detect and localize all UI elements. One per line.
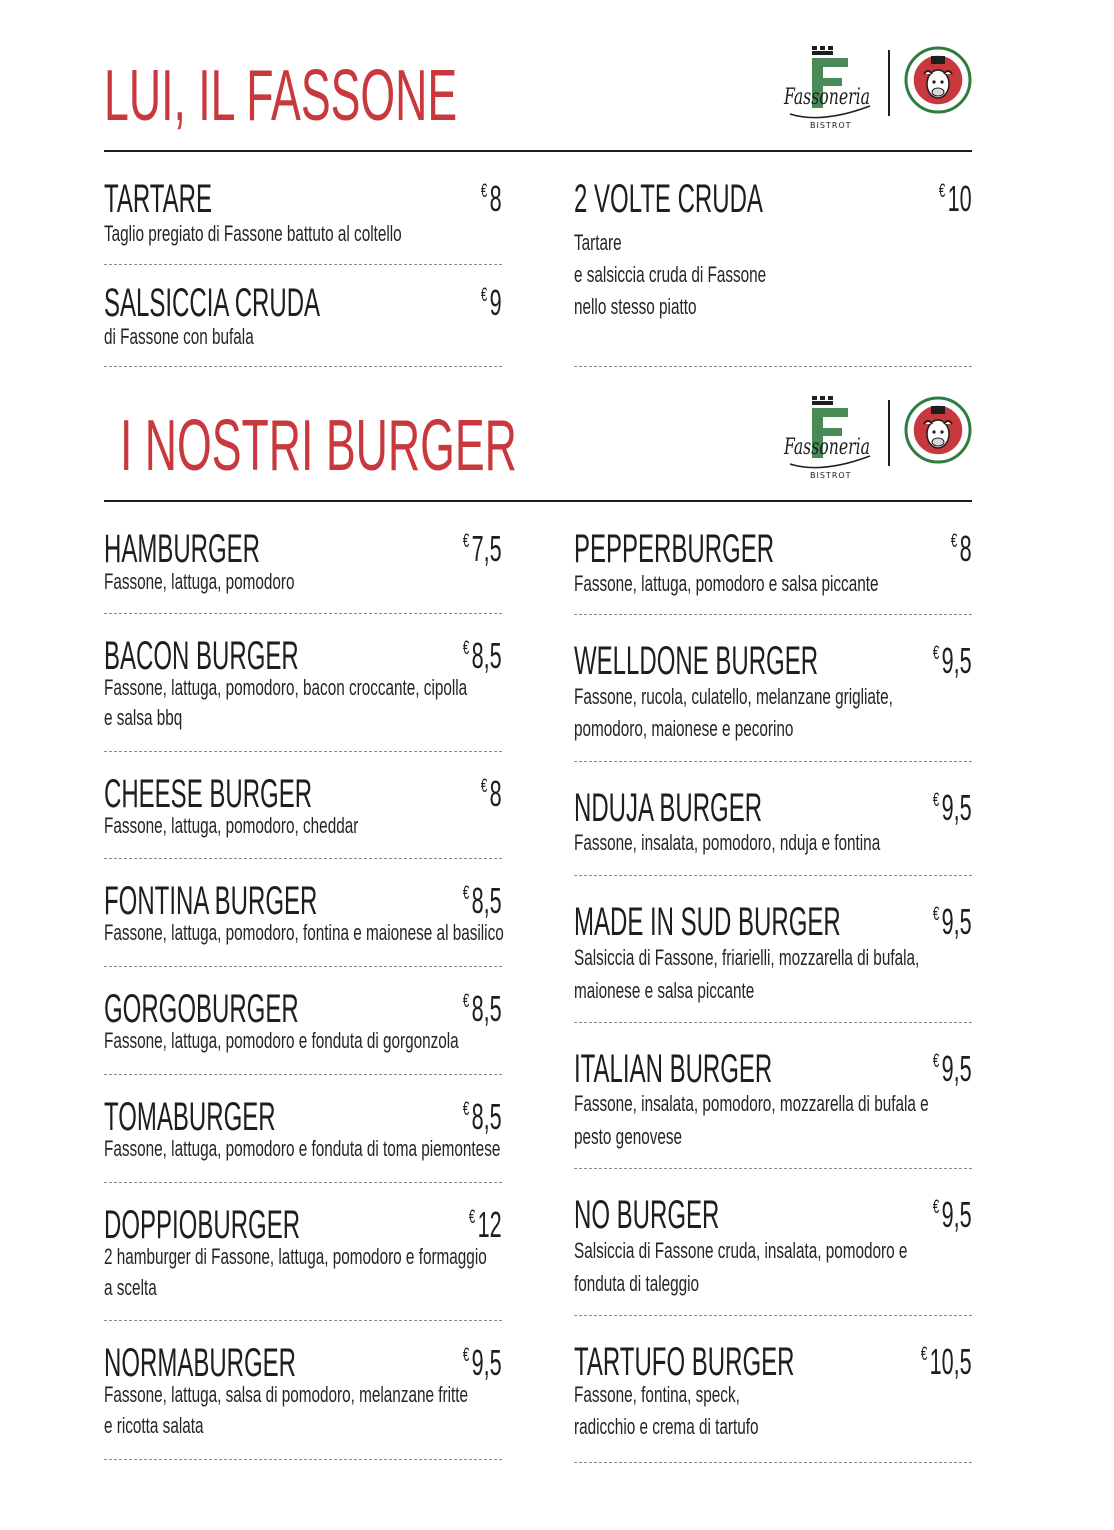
currency-symbol: € xyxy=(463,1099,470,1120)
item-price xyxy=(481,773,502,814)
item-description: Fassone, insalata, pomodoro, mozzarella di bufala e xyxy=(574,1091,929,1116)
item-description: Fassone, lattuga, pomodoro e fonduta di toma piemontese xyxy=(104,1136,501,1161)
item-name: BACON BURGER xyxy=(104,634,299,678)
item-name: CHEESE BURGER xyxy=(104,772,313,816)
section-header-burger xyxy=(104,390,972,502)
item-description: Fassone, lattuga, pomodoro, cheddar xyxy=(104,813,359,838)
item-price xyxy=(463,528,502,569)
fassoneria-logo-icon xyxy=(782,394,878,486)
item-name: WELLDONE BURGER xyxy=(574,639,819,683)
logo-subtext: BISTROT xyxy=(810,471,852,480)
price-value: 9,5 xyxy=(941,787,972,828)
price-value: 8,5 xyxy=(471,1096,502,1137)
item-name: GORGOBURGER xyxy=(104,987,299,1031)
menu-item xyxy=(104,859,502,967)
item-description: Fassone, lattuga, pomodoro xyxy=(104,569,295,594)
item-price xyxy=(463,988,502,1029)
item-description: fonduta di taleggio xyxy=(574,1271,700,1296)
fassoneria-logo-icon xyxy=(782,44,878,136)
currency-symbol: € xyxy=(933,1051,940,1072)
currency-symbol: € xyxy=(933,643,940,664)
menu-item xyxy=(574,175,972,367)
item-price xyxy=(463,635,502,676)
item-description: maionese e salsa piccante xyxy=(574,978,755,1003)
price-value: 9 xyxy=(489,282,502,323)
item-name: ITALIAN BURGER xyxy=(574,1047,773,1091)
menu-item xyxy=(574,1169,972,1316)
item-description: pomodoro, maionese e pecorino xyxy=(574,716,794,741)
item-price xyxy=(463,880,502,921)
currency-symbol: € xyxy=(469,1207,476,1228)
item-description: e salsiccia cruda di Fassone xyxy=(574,262,767,287)
menu-item xyxy=(104,265,502,367)
price-value: 8 xyxy=(489,178,502,219)
menu-item xyxy=(104,175,502,265)
item-price xyxy=(469,1204,502,1245)
currency-symbol: € xyxy=(933,790,940,811)
currency-symbol: € xyxy=(481,285,488,306)
section-title: LUI, IL FASSONE xyxy=(104,56,458,136)
item-description: e ricotta salata xyxy=(104,1413,204,1438)
menu-item xyxy=(104,1075,502,1183)
price-value: 9,5 xyxy=(941,1048,972,1089)
item-description: radicchio e crema di tartufo xyxy=(574,1414,759,1439)
item-price xyxy=(933,640,972,681)
item-description: pesto genovese xyxy=(574,1124,683,1149)
item-description: Fassone, insalata, pomodoro, nduja e fontina xyxy=(574,830,881,855)
menu-item xyxy=(104,967,502,1075)
brand-logos xyxy=(782,394,972,486)
menu-item xyxy=(574,762,972,876)
currency-symbol: € xyxy=(463,638,470,659)
logo-divider xyxy=(888,50,890,116)
item-price xyxy=(463,1342,502,1383)
currency-symbol: € xyxy=(939,181,946,202)
section-title: I NOSTRI BURGER xyxy=(120,406,517,486)
currency-symbol: € xyxy=(463,531,470,552)
item-description: Fassone, lattuga, salsa di pomodoro, melanzane fritte xyxy=(104,1382,469,1407)
item-description: Fassone, lattuga, pomodoro e fonduta di gorgonzola xyxy=(104,1028,459,1053)
item-description: Salsiccia di Fassone, friarielli, mozzarella di bufala, xyxy=(574,945,920,970)
brand-logos xyxy=(782,44,972,136)
menu-item xyxy=(104,614,502,752)
item-description: Fassone, fontina, speck, xyxy=(574,1382,740,1407)
item-name: NORMABURGER xyxy=(104,1341,297,1385)
item-name: DOPPIOBURGER xyxy=(104,1203,301,1247)
item-name: TOMABURGER xyxy=(104,1095,276,1139)
price-value: 10,5 xyxy=(929,1341,972,1382)
item-name: TARTUFO BURGER xyxy=(574,1340,795,1384)
menu-item xyxy=(104,1183,502,1321)
item-name: NO BURGER xyxy=(574,1193,720,1237)
price-value: 9,5 xyxy=(941,640,972,681)
item-description: 2 hamburger di Fassone, lattuga, pomodoro e formaggio xyxy=(104,1244,487,1269)
section-header-fassone xyxy=(104,40,972,152)
razza-piemontese-seal-icon xyxy=(904,46,972,114)
price-value: 9,5 xyxy=(941,1194,972,1235)
menu-column-left xyxy=(104,175,502,367)
price-value: 8,5 xyxy=(471,880,502,921)
item-description: Fassone, lattuga, pomodoro e salsa piccante xyxy=(574,571,879,596)
currency-symbol: € xyxy=(921,1344,928,1365)
item-price xyxy=(921,1341,972,1382)
item-price xyxy=(481,178,502,219)
logo-text: Fassoneria xyxy=(783,435,870,460)
menu-item xyxy=(574,525,972,615)
menu-item xyxy=(574,615,972,762)
price-value: 8 xyxy=(959,528,972,569)
item-price xyxy=(933,1194,972,1235)
currency-symbol: € xyxy=(951,531,958,552)
price-value: 7,5 xyxy=(471,528,502,569)
item-price xyxy=(933,1048,972,1089)
item-price xyxy=(463,1096,502,1137)
currency-symbol: € xyxy=(463,1345,470,1366)
item-description: a scelta xyxy=(104,1275,157,1300)
currency-symbol: € xyxy=(481,776,488,797)
item-description: di Fassone con bufala xyxy=(104,324,254,349)
item-description: Salsiccia di Fassone cruda, insalata, pomodoro e xyxy=(574,1238,908,1263)
menu-item xyxy=(104,525,502,614)
logo-divider xyxy=(888,400,890,466)
menu-item xyxy=(104,752,502,859)
price-value: 8,5 xyxy=(471,635,502,676)
item-name: FONTINA BURGER xyxy=(104,879,318,923)
item-name: 2 VOLTE CRUDA xyxy=(574,177,763,221)
menu-item xyxy=(574,1316,972,1463)
item-price xyxy=(481,282,502,323)
price-value: 8,5 xyxy=(471,988,502,1029)
menu-item xyxy=(574,1023,972,1169)
menu-item xyxy=(574,876,972,1023)
item-name: HAMBURGER xyxy=(104,527,261,571)
item-name: SALSICCIA CRUDA xyxy=(104,281,321,325)
menu-column-left xyxy=(104,525,502,1460)
item-description: nello stesso piatto xyxy=(574,294,697,319)
price-value: 9,5 xyxy=(471,1342,502,1383)
logo-subtext: BISTROT xyxy=(810,121,852,130)
item-price xyxy=(933,787,972,828)
item-description: Fassone, lattuga, pomodoro, bacon croccante, cipolla xyxy=(104,675,468,700)
currency-symbol: € xyxy=(481,181,488,202)
logo-text: Fassoneria xyxy=(783,85,870,110)
price-value: 10 xyxy=(947,178,972,219)
item-description: Taglio pregiato di Fassone battuto al coltello xyxy=(104,221,402,246)
price-value: 9,5 xyxy=(941,901,972,942)
razza-piemontese-seal-icon xyxy=(904,396,972,464)
item-name: TARTARE xyxy=(104,177,213,221)
item-description: Tartare xyxy=(574,230,622,255)
currency-symbol: € xyxy=(933,1197,940,1218)
currency-symbol: € xyxy=(463,991,470,1012)
item-name: PEPPERBURGER xyxy=(574,527,775,571)
item-name: NDUJA BURGER xyxy=(574,786,763,830)
currency-symbol: € xyxy=(933,904,940,925)
item-name: MADE IN SUD BURGER xyxy=(574,900,841,944)
currency-symbol: € xyxy=(463,883,470,904)
menu-column-right xyxy=(574,525,972,1463)
item-price xyxy=(951,528,972,569)
price-value: 12 xyxy=(477,1204,502,1245)
item-price xyxy=(939,178,972,219)
item-description: Fassone, lattuga, pomodoro, fontina e maionese al basilico xyxy=(104,920,504,945)
menu-column-right xyxy=(574,175,972,367)
item-description: Fassone, rucola, culatello, melanzane grigliate, xyxy=(574,684,893,709)
menu-item xyxy=(104,1321,502,1460)
item-price xyxy=(933,901,972,942)
price-value: 8 xyxy=(489,773,502,814)
item-description: e salsa bbq xyxy=(104,705,183,730)
